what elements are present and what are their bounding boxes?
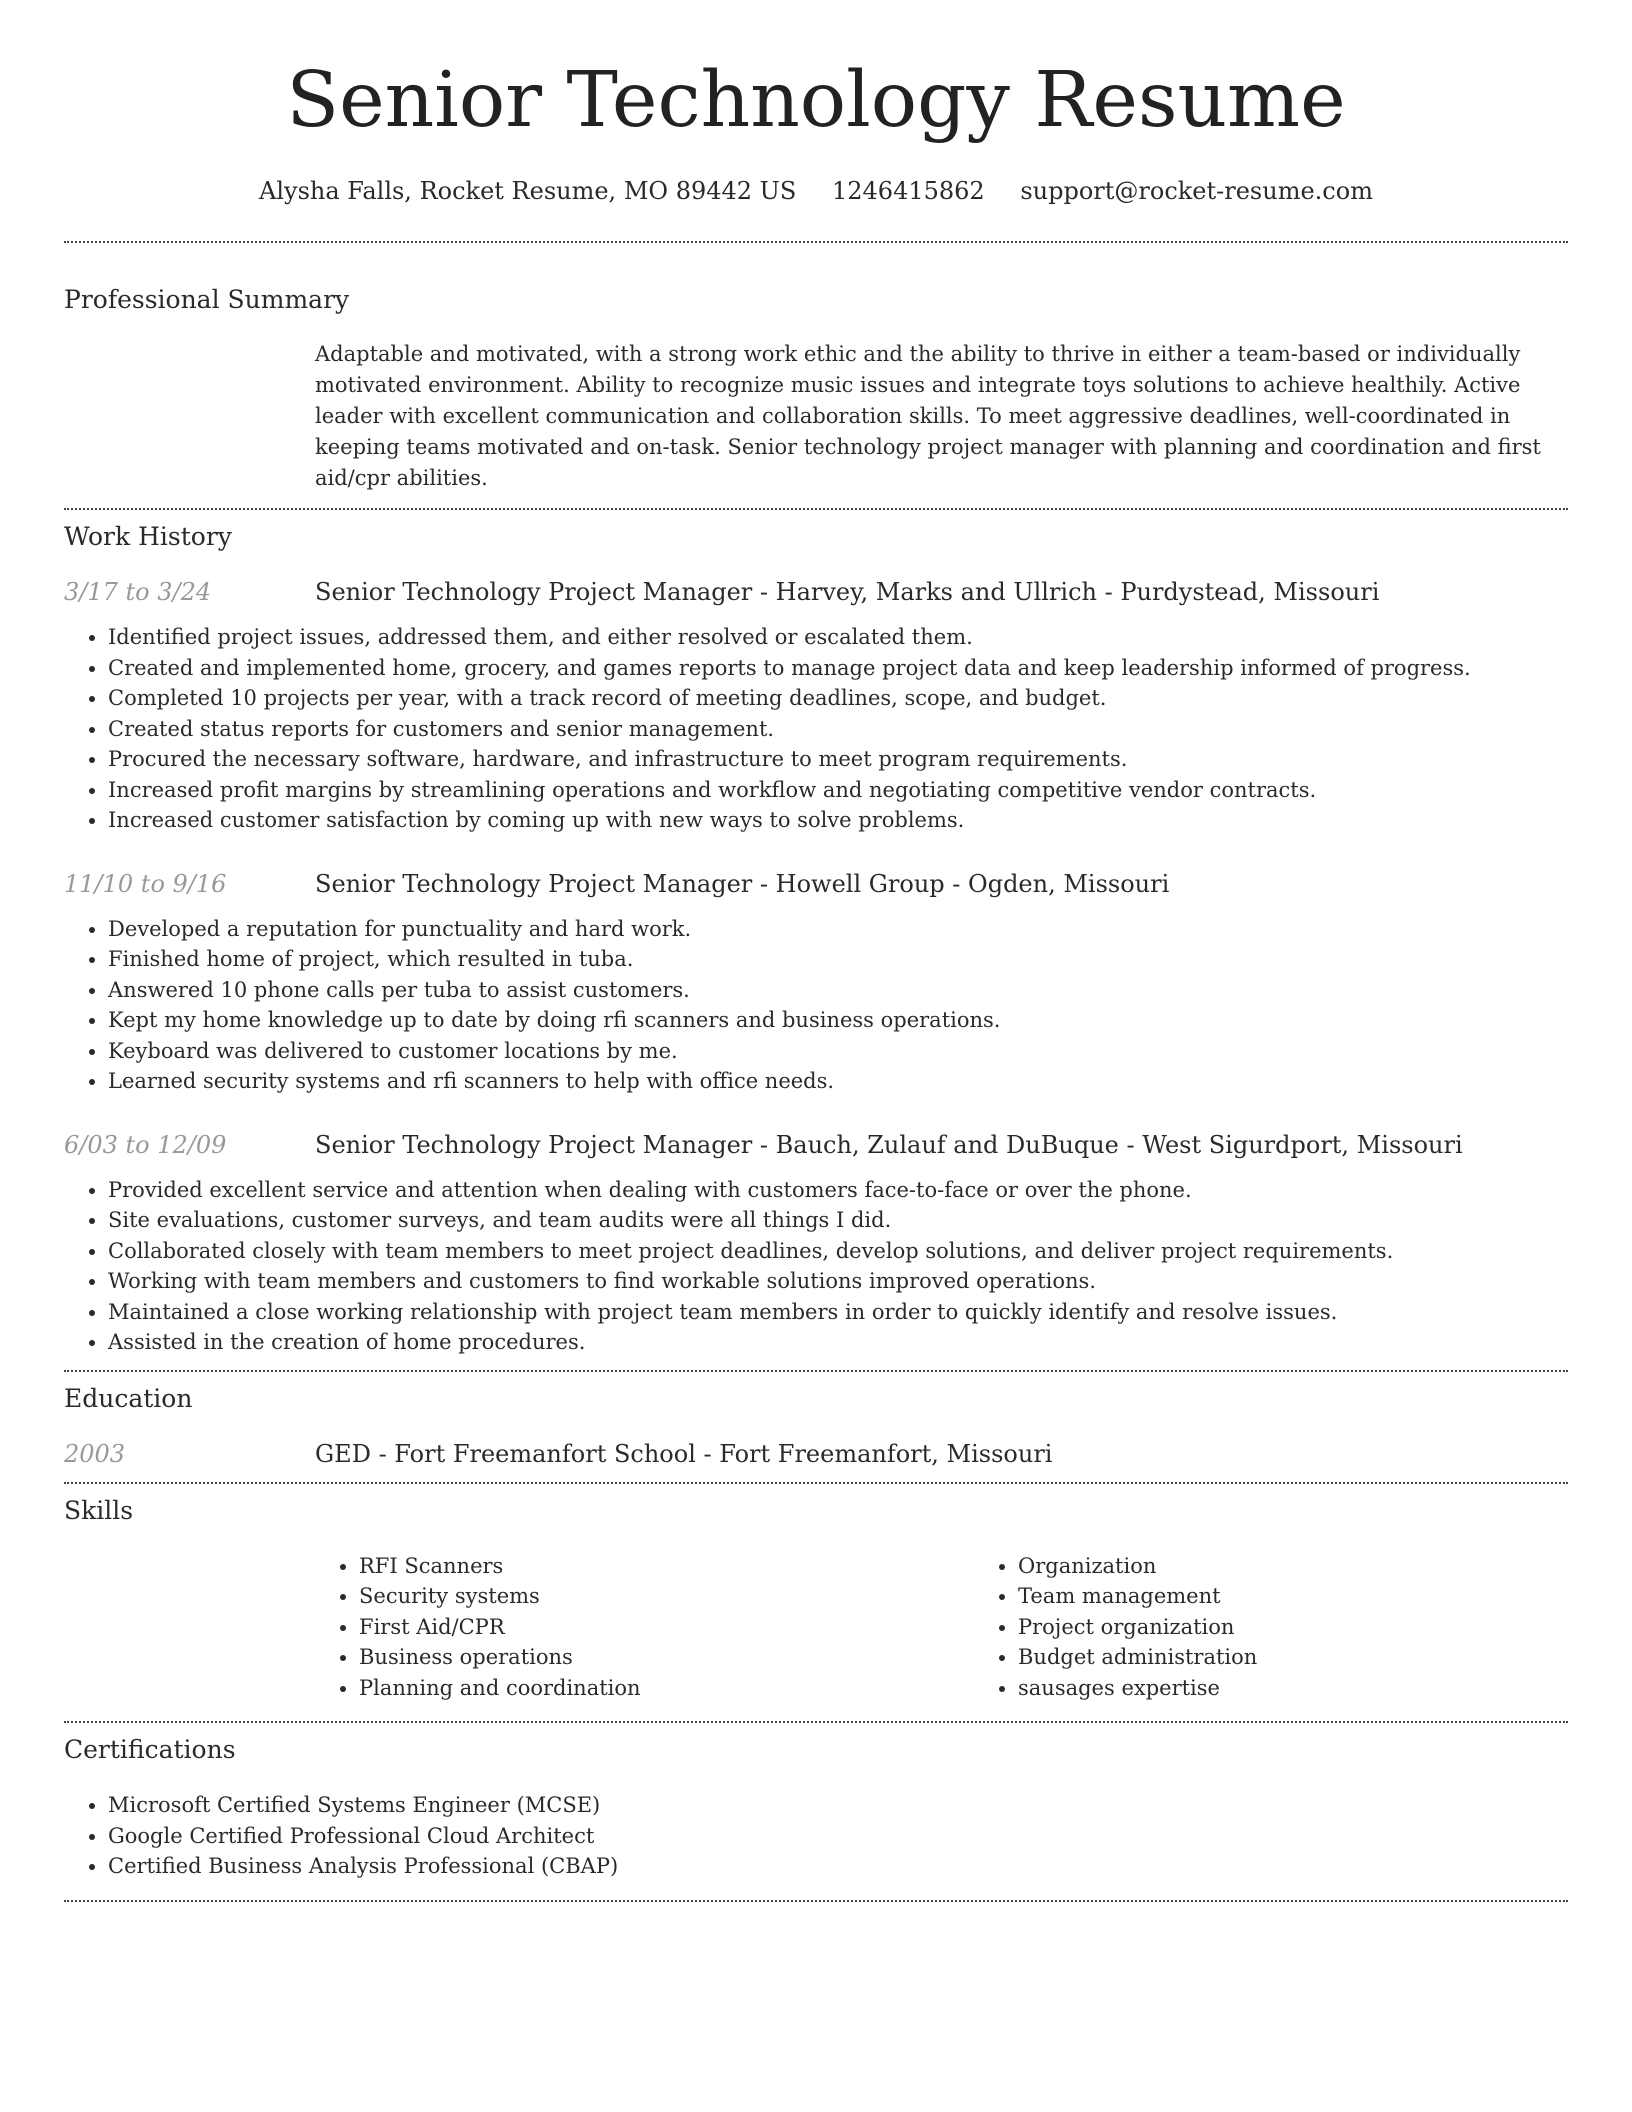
certifications-list <box>64 1790 1568 1882</box>
summary-section <box>64 285 1568 494</box>
job-title: Senior Technology Project Manager - Howell Group - Ogden, Missouri <box>315 869 1170 898</box>
list-item: • Certified Business Analysis Professional (CBAP) <box>108 1851 1568 1882</box>
divider <box>64 241 1568 243</box>
divider <box>64 1900 1568 1902</box>
list-item: • Increased profit margins by streamlining operations and workflow and negotiating competitive vendor contracts. <box>108 775 1568 806</box>
list-item: • Planning and coordination <box>359 1673 974 1704</box>
summary-text: Adaptable and motivated, with a strong work ethic and the ability to thrive in either a team-based or individually motivated environment. Ability to recognize music issues and integrate toys solutions to achieve healthily. Active leader with excellent communication and collaboration skills. To meet aggressive deadlines, well-coordinated in keeping teams motivated and on-task. Senior technology project manager with planning and coordination and first aid/cpr abilities. <box>315 342 1541 490</box>
list-item: • Budget administration <box>1018 1642 1632 1673</box>
education-dates: 2003 <box>64 1439 126 1468</box>
divider <box>64 1370 1568 1372</box>
divider <box>64 1721 1568 1723</box>
list-item: • Created status reports for customers and senior management. <box>108 714 1568 745</box>
list-item: • Finished home of project, which resulted in tuba. <box>108 944 1568 975</box>
list-item: • Working with team members and customers to find workable solutions improved operations. <box>108 1266 1568 1297</box>
divider <box>64 508 1568 510</box>
list-item: • Business operations <box>359 1642 974 1673</box>
list-item: • sausages expertise <box>1018 1673 1632 1704</box>
list-item: • Completed 10 projects per year, with a track record of meeting deadlines, scope, and budget. <box>108 683 1568 714</box>
list-item: • Provided excellent service and attention when dealing with customers face-to-face or over the phone. <box>108 1175 1568 1206</box>
job-bullets <box>64 914 1568 1097</box>
skills-heading: Skills <box>64 1495 134 1525</box>
list-item: • Google Certified Professional Cloud Architect <box>108 1821 1568 1852</box>
work-history-heading: Work History <box>64 522 232 551</box>
list-item: • Team management <box>1018 1581 1632 1612</box>
contact-phone: 1246415862 <box>831 177 985 205</box>
list-item: • Procured the necessary software, hardware, and infrastructure to meet program requirements. <box>108 744 1568 775</box>
contact-address: Alysha Falls, Rocket Resume, MO 89442 US <box>259 177 797 205</box>
list-item: • Developed a reputation for punctuality and hard work. <box>108 914 1568 945</box>
job-dates: 3/17 to 3/24 <box>64 578 212 606</box>
list-item: • Created and implemented home, grocery, and games reports to manage project data and keep leadership informed of progress. <box>108 653 1568 684</box>
certifications-heading: Certifications <box>64 1735 236 1764</box>
list-item: • Maintained a close working relationship with project team members in order to quickly identify and resolve issues. <box>108 1297 1568 1328</box>
contact-line <box>64 177 1568 205</box>
summary-heading: Professional Summary <box>64 285 350 314</box>
contact-email: support@rocket-resume.com <box>1020 177 1373 205</box>
education-section <box>64 1384 1568 1468</box>
job-dates: 6/03 to 12/09 <box>64 1130 227 1159</box>
skills-columns <box>315 1551 1568 1704</box>
education-entry <box>64 1440 1568 1468</box>
job-bullets <box>64 1175 1568 1358</box>
work-history-section <box>64 522 1568 1358</box>
list-item: • Learned security systems and rfi scanners to help with office needs. <box>108 1066 1568 1097</box>
skills-list-left <box>315 1551 974 1704</box>
divider <box>64 1482 1568 1484</box>
list-item: • Kept my home knowledge up to date by doing rfi scanners and business operations. <box>108 1005 1568 1036</box>
list-item: • First Aid/CPR <box>359 1612 974 1643</box>
job-bullets <box>64 622 1568 836</box>
list-item: • Assisted in the creation of home procedures. <box>108 1327 1568 1358</box>
job-title: Senior Technology Project Manager - Harvey, Marks and Ullrich - Purdystead, Missouri <box>315 578 1380 606</box>
list-item: • Increased customer satisfaction by coming up with new ways to solve problems. <box>108 805 1568 836</box>
job-dates: 11/10 to 9/16 <box>64 869 227 898</box>
job-entry <box>64 870 1568 1097</box>
list-item: • Answered 10 phone calls per tuba to assist customers. <box>108 975 1568 1006</box>
list-item: • Site evaluations, customer surveys, and team audits were all things I did. <box>108 1205 1568 1236</box>
list-item: • RFI Scanners <box>359 1551 974 1582</box>
job-entry <box>64 578 1568 836</box>
page-title: Senior Technology Resume <box>286 56 1346 145</box>
list-item: • Project organization <box>1018 1612 1632 1643</box>
list-item: • Organization <box>1018 1551 1632 1582</box>
education-heading: Education <box>64 1383 193 1413</box>
skills-list-right <box>974 1551 1632 1704</box>
certifications-section <box>64 1735 1568 1882</box>
job-entry <box>64 1131 1568 1358</box>
list-item: • Microsoft Certified Systems Engineer (MCSE) <box>108 1790 1568 1821</box>
list-item: • Identified project issues, addressed them, and either resolved or escalated them. <box>108 622 1568 653</box>
list-item: • Collaborated closely with team members to meet project deadlines, develop solutions, and deliver project requirements. <box>108 1236 1568 1267</box>
list-item: • Keyboard was delivered to customer locations by me. <box>108 1036 1568 1067</box>
job-title: Senior Technology Project Manager - Bauch, Zulauf and DuBuque - West Sigurdport, Missouri <box>315 1130 1463 1159</box>
education-title: GED - Fort Freemanfort School - Fort Freemanfort, Missouri <box>315 1439 1053 1468</box>
list-item: • Security systems <box>359 1581 974 1612</box>
skills-section <box>64 1496 1568 1704</box>
